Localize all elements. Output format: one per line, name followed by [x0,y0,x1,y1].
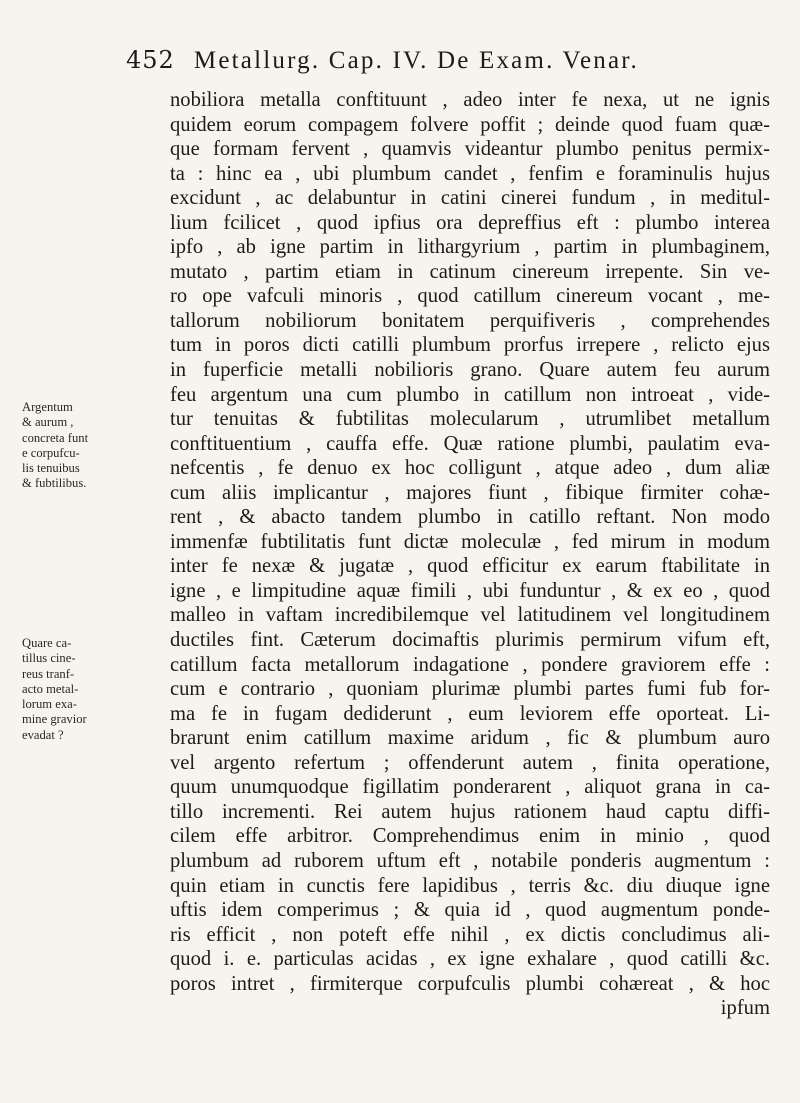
text-line: excidunt , ac delabuntur in catini cinerei fundum , in meditul- [170,187,770,210]
text-line: poros intret , firmiterque corpufculis plumbi cohæreat , & hoc [170,972,770,995]
text-line: conftituentium , cauffa effe. Quæ ratione plumbi, paulatim eva- [170,432,770,455]
text-line: quin etiam in cunctis fere lapidibus , terris &c. diu diuque igne [170,874,770,897]
catchword: ipfum [720,997,770,1020]
running-head: Metallurg. Cap. IV. De Exam. Venar. [193,47,639,74]
text-line: malleo in vaftam incredibilemque vel latitudinem vel longitudinem [170,604,770,627]
text-line: lium fcilicet , quod ipfius ora depreffius eft : plumbo interea [170,211,770,234]
text-line: feu argentum una cum plumbo in catillum non introeat , vide- [170,383,770,406]
text-line: ductiles fint. Cæterum docimaftis plurimis permirum vifum eft, [170,629,770,652]
text-line: quidem eorum compagem folvere poffit ; deinde quod fuam quæ- [170,113,770,136]
text-line: rent , & abacto tandem plumbo in catillo reftant. Non modo [170,506,770,529]
page-header [126,46,766,86]
text-line: catillum facta metallorum indagatione , pondere graviorem effe : [170,653,770,676]
text-line: plumbum ad ruborem uftum eft , notabile ponderis augmentum : [170,849,770,872]
text-line: inter fe nexæ & jugatæ , quod efficitur ex earum ftabilitate in [170,555,770,578]
margin-note-line: Argentum [22,400,73,414]
margin-note-line: lis tenuibus [22,461,80,476]
text-line: igne , e limpitudine aquæ fimili , ubi funduntur , & ex eo , quod [170,579,770,602]
margin-note-line: concreta funt [22,430,89,445]
text-line: brarunt enim catillum maxime aridum , fic & plumbum auro [170,727,770,750]
text-line: cum e contrario , quoniam plurimæ plumbi partes fumi fub for- [170,678,770,701]
text-line: cilem effe arbitror. Comprehendimus enim in minio , quod [170,825,770,848]
text-line: ro ope vafculi minoris , quod catillum cinereum vocant , me- [170,285,770,308]
margin-note-line: Quare ca- [22,636,72,650]
text-line: tallorum nobiliorum bonitatem perquifiveris , comprehendes [170,309,770,332]
text-line: ta : hinc ea , ubi plumbum candet , fenfim e foraminulis hujus [170,162,770,185]
margin-note-line: & fubtilibus. [22,476,87,491]
text-line: in fuperficie metalli nobilioris grano. Quare autem feu aurum [170,359,770,382]
text-line: immenfæ fubtilitatis funt dictæ moleculæ , fed mirum in modum [170,530,770,553]
margin-note-line: evadat ? [22,727,64,742]
text-line: que formam fervent , quamvis videantur plumbo penitus permix- [170,138,770,161]
margin-note-line: mine gravior [22,712,87,727]
margin-note-line: lorum exa- [22,697,77,712]
margin-note-line: tillus cine- [22,651,76,666]
margin-note-argentum [22,400,154,492]
text-line: mutato , partim etiam in catinum cinereum irrepente. Sin ve- [170,260,770,283]
text-line: nobiliora metalla conftituunt , adeo inter fe nexa, ut ne ignis [170,89,770,111]
text-line: uftis idem comperimus ; & quia id , quod augmentum ponde- [170,899,770,922]
text-line: tum in poros dicti catilli plumbum prorfus irrepere , relicto ejus [170,334,770,357]
text-line: ris efficit , non poteft effe nihil , ex dictis concludimus ali- [170,923,770,946]
text-line: vel argento refertum ; offenderunt autem , finita operatione, [170,751,770,774]
text-line: tur tenuitas & fubtilitas molecularum , utrumlibet metallum [170,408,770,431]
text-line: quum unumquodque figillatim ponderarent , aliquot grana in ca- [170,776,770,799]
margin-note-line: & aurum , [22,415,74,430]
text-line: cum aliis implicantur , majores fiunt , fibique firmiter cohæ- [170,481,770,504]
margin-note-line: reus tranf- [22,666,75,681]
page-number: 452 [126,46,175,74]
margin-note-catillus [22,636,154,743]
text-line: quod i. e. particulas acidas , ex igne exhalare , quod catilli &c. [170,948,770,971]
margin-note-line: e corpufcu- [22,445,80,460]
text-line: tillo incrementi. Rei autem hujus rationem haud captu diffi- [170,800,770,823]
text-line: ma fe in fugam dediderunt , eum leviorem effe oporteat. Li- [170,702,770,725]
text-line: ipfo , ab igne partim in lithargyrium , partim in plumbaginem, [170,236,770,259]
body-text [170,88,770,1021]
text-line: nefcentis , fe denuo ex hoc colligunt , atque adeo , dum aliæ [170,457,770,480]
margin-note-line: acto metal- [22,681,79,696]
